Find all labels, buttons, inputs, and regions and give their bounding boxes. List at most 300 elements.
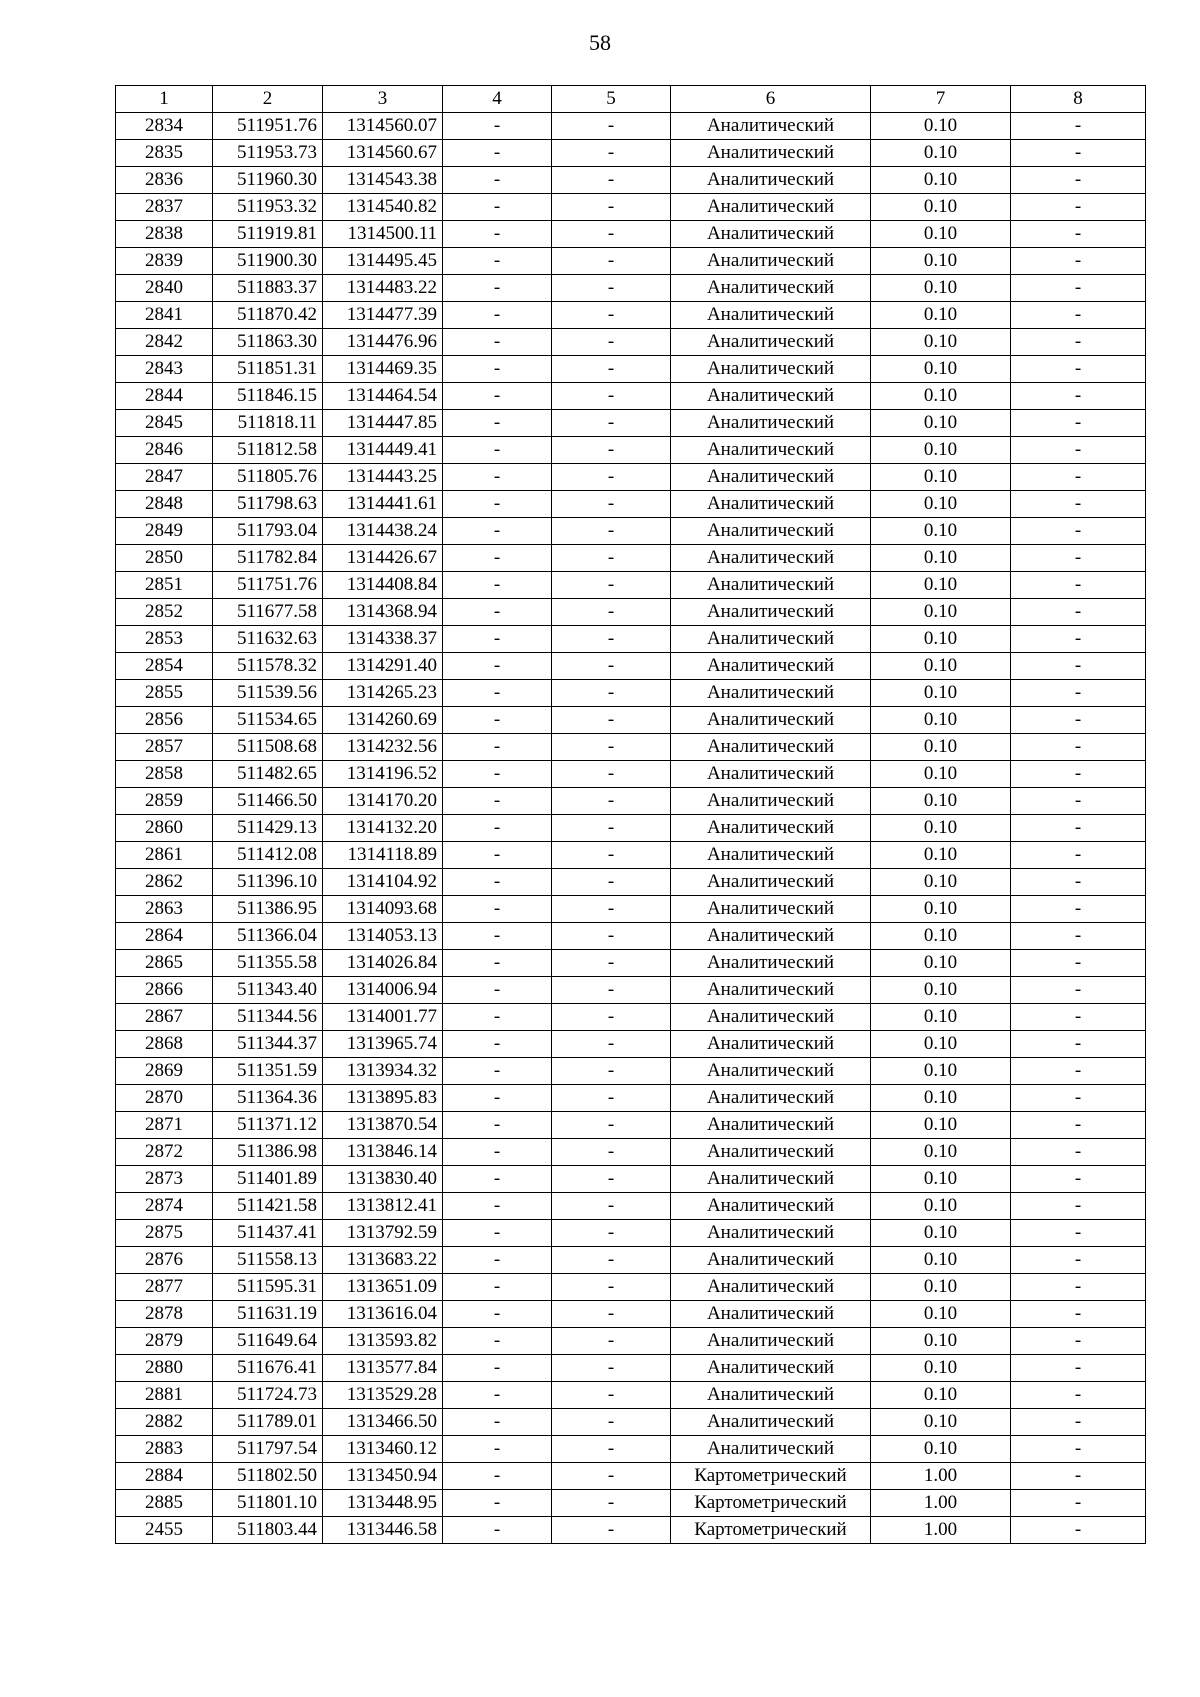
method-cell: Аналитический (671, 1301, 871, 1328)
col-4-cell: - (443, 653, 552, 680)
accuracy-cell: 0.10 (871, 248, 1011, 275)
method-cell: Аналитический (671, 815, 871, 842)
y-coordinate-cell: 1314483.22 (323, 275, 443, 302)
y-coordinate-cell: 1314026.84 (323, 950, 443, 977)
point-number-cell: 2856 (116, 707, 213, 734)
y-coordinate-cell: 1314170.20 (323, 788, 443, 815)
accuracy-cell: 0.10 (871, 437, 1011, 464)
method-cell: Аналитический (671, 1355, 871, 1382)
header-col-4: 4 (443, 86, 552, 113)
accuracy-cell: 0.10 (871, 842, 1011, 869)
col-4-cell: - (443, 680, 552, 707)
table-row (116, 464, 1146, 491)
point-number-cell: 2867 (116, 1004, 213, 1031)
header-col-6: 6 (671, 86, 871, 113)
accuracy-cell: 0.10 (871, 1166, 1011, 1193)
col-8-cell: - (1011, 950, 1146, 977)
col-8-cell: - (1011, 383, 1146, 410)
col-5-cell: - (552, 356, 671, 383)
col-4-cell: - (443, 869, 552, 896)
col-8-cell: - (1011, 1031, 1146, 1058)
y-coordinate-cell: 1314006.94 (323, 977, 443, 1004)
point-number-cell: 2862 (116, 869, 213, 896)
y-coordinate-cell: 1313870.54 (323, 1112, 443, 1139)
table-row (116, 977, 1146, 1004)
method-cell: Аналитический (671, 383, 871, 410)
x-coordinate-cell: 511632.63 (213, 626, 323, 653)
col-5-cell: - (552, 1328, 671, 1355)
point-number-cell: 2877 (116, 1274, 213, 1301)
point-number-cell: 2851 (116, 572, 213, 599)
table-row (116, 1220, 1146, 1247)
col-4-cell: - (443, 437, 552, 464)
col-5-cell: - (552, 1274, 671, 1301)
col-4-cell: - (443, 302, 552, 329)
y-coordinate-cell: 1314260.69 (323, 707, 443, 734)
col-8-cell: - (1011, 1247, 1146, 1274)
y-coordinate-cell: 1314053.13 (323, 923, 443, 950)
y-coordinate-cell: 1314232.56 (323, 734, 443, 761)
table-row (116, 518, 1146, 545)
accuracy-cell: 0.10 (871, 1409, 1011, 1436)
col-8-cell: - (1011, 518, 1146, 545)
x-coordinate-cell: 511793.04 (213, 518, 323, 545)
method-cell: Аналитический (671, 464, 871, 491)
col-5-cell: - (552, 1463, 671, 1490)
table-row (116, 680, 1146, 707)
method-cell: Аналитический (671, 950, 871, 977)
y-coordinate-cell: 1314476.96 (323, 329, 443, 356)
col-8-cell: - (1011, 410, 1146, 437)
point-number-cell: 2847 (116, 464, 213, 491)
point-number-cell: 2835 (116, 140, 213, 167)
col-5-cell: - (552, 788, 671, 815)
y-coordinate-cell: 1314447.85 (323, 410, 443, 437)
col-8-cell: - (1011, 653, 1146, 680)
accuracy-cell: 0.10 (871, 923, 1011, 950)
method-cell: Аналитический (671, 167, 871, 194)
accuracy-cell: 0.10 (871, 869, 1011, 896)
point-number-cell: 2848 (116, 491, 213, 518)
col-4-cell: - (443, 275, 552, 302)
col-5-cell: - (552, 734, 671, 761)
method-cell: Аналитический (671, 1220, 871, 1247)
point-number-cell: 2881 (116, 1382, 213, 1409)
col-8-cell: - (1011, 1274, 1146, 1301)
accuracy-cell: 0.10 (871, 1328, 1011, 1355)
x-coordinate-cell: 511870.42 (213, 302, 323, 329)
y-coordinate-cell: 1314093.68 (323, 896, 443, 923)
col-4-cell: - (443, 1031, 552, 1058)
x-coordinate-cell: 511482.65 (213, 761, 323, 788)
col-5-cell: - (552, 329, 671, 356)
col-8-cell: - (1011, 1166, 1146, 1193)
col-5-cell: - (552, 1247, 671, 1274)
col-4-cell: - (443, 356, 552, 383)
method-cell: Аналитический (671, 680, 871, 707)
method-cell: Аналитический (671, 896, 871, 923)
point-number-cell: 2839 (116, 248, 213, 275)
y-coordinate-cell: 1313577.84 (323, 1355, 443, 1382)
point-number-cell: 2864 (116, 923, 213, 950)
table-row (116, 1274, 1146, 1301)
col-8-cell: - (1011, 1436, 1146, 1463)
col-4-cell: - (443, 950, 552, 977)
method-cell: Аналитический (671, 518, 871, 545)
y-coordinate-cell: 1314338.37 (323, 626, 443, 653)
table-header-row (116, 86, 1146, 113)
method-cell: Аналитический (671, 1274, 871, 1301)
accuracy-cell: 0.10 (871, 653, 1011, 680)
y-coordinate-cell: 1313466.50 (323, 1409, 443, 1436)
table-row (116, 1085, 1146, 1112)
accuracy-cell: 0.10 (871, 383, 1011, 410)
x-coordinate-cell: 511802.50 (213, 1463, 323, 1490)
x-coordinate-cell: 511429.13 (213, 815, 323, 842)
col-4-cell: - (443, 518, 552, 545)
x-coordinate-cell: 511578.32 (213, 653, 323, 680)
col-8-cell: - (1011, 194, 1146, 221)
col-8-cell: - (1011, 977, 1146, 1004)
accuracy-cell: 0.10 (871, 491, 1011, 518)
table-body (116, 113, 1146, 1544)
point-number-cell: 2873 (116, 1166, 213, 1193)
x-coordinate-cell: 511437.41 (213, 1220, 323, 1247)
header-col-7: 7 (871, 86, 1011, 113)
col-4-cell: - (443, 626, 552, 653)
method-cell: Аналитический (671, 1085, 871, 1112)
y-coordinate-cell: 1313651.09 (323, 1274, 443, 1301)
y-coordinate-cell: 1314560.67 (323, 140, 443, 167)
col-4-cell: - (443, 1004, 552, 1031)
method-cell: Аналитический (671, 707, 871, 734)
y-coordinate-cell: 1313965.74 (323, 1031, 443, 1058)
method-cell: Аналитический (671, 977, 871, 1004)
col-4-cell: - (443, 221, 552, 248)
method-cell: Аналитический (671, 437, 871, 464)
col-8-cell: - (1011, 356, 1146, 383)
col-5-cell: - (552, 1058, 671, 1085)
method-cell: Аналитический (671, 1193, 871, 1220)
accuracy-cell: 1.00 (871, 1463, 1011, 1490)
x-coordinate-cell: 511863.30 (213, 329, 323, 356)
col-8-cell: - (1011, 1220, 1146, 1247)
y-coordinate-cell: 1313446.58 (323, 1517, 443, 1544)
accuracy-cell: 0.10 (871, 1112, 1011, 1139)
col-5-cell: - (552, 167, 671, 194)
method-cell: Аналитический (671, 113, 871, 140)
method-cell: Аналитический (671, 869, 871, 896)
col-4-cell: - (443, 1166, 552, 1193)
col-8-cell: - (1011, 788, 1146, 815)
col-4-cell: - (443, 1139, 552, 1166)
x-coordinate-cell: 511649.64 (213, 1328, 323, 1355)
table-row (116, 1004, 1146, 1031)
method-cell: Аналитический (671, 1166, 871, 1193)
y-coordinate-cell: 1313895.83 (323, 1085, 443, 1112)
col-8-cell: - (1011, 923, 1146, 950)
x-coordinate-cell: 511401.89 (213, 1166, 323, 1193)
y-coordinate-cell: 1313448.95 (323, 1490, 443, 1517)
col-5-cell: - (552, 1220, 671, 1247)
col-4-cell: - (443, 1490, 552, 1517)
table-row (116, 1436, 1146, 1463)
col-5-cell: - (552, 896, 671, 923)
col-8-cell: - (1011, 707, 1146, 734)
point-number-cell: 2868 (116, 1031, 213, 1058)
point-number-cell: 2872 (116, 1139, 213, 1166)
point-number-cell: 2883 (116, 1436, 213, 1463)
col-4-cell: - (443, 1382, 552, 1409)
accuracy-cell: 0.10 (871, 626, 1011, 653)
x-coordinate-cell: 511812.58 (213, 437, 323, 464)
x-coordinate-cell: 511343.40 (213, 977, 323, 1004)
y-coordinate-cell: 1314495.45 (323, 248, 443, 275)
method-cell: Аналитический (671, 1382, 871, 1409)
table-row (116, 1247, 1146, 1274)
col-4-cell: - (443, 1436, 552, 1463)
y-coordinate-cell: 1313450.94 (323, 1463, 443, 1490)
col-5-cell: - (552, 545, 671, 572)
x-coordinate-cell: 511953.73 (213, 140, 323, 167)
col-4-cell: - (443, 707, 552, 734)
table-row (116, 140, 1146, 167)
table-row (116, 437, 1146, 464)
method-cell: Аналитический (671, 653, 871, 680)
point-number-cell: 2863 (116, 896, 213, 923)
col-4-cell: - (443, 815, 552, 842)
col-8-cell: - (1011, 1301, 1146, 1328)
point-number-cell: 2842 (116, 329, 213, 356)
col-4-cell: - (443, 410, 552, 437)
col-5-cell: - (552, 1085, 671, 1112)
x-coordinate-cell: 511846.15 (213, 383, 323, 410)
method-cell: Аналитический (671, 1058, 871, 1085)
col-8-cell: - (1011, 1517, 1146, 1544)
col-8-cell: - (1011, 1355, 1146, 1382)
table-row (116, 1382, 1146, 1409)
table-row (116, 923, 1146, 950)
accuracy-cell: 0.10 (871, 1193, 1011, 1220)
y-coordinate-cell: 1313460.12 (323, 1436, 443, 1463)
x-coordinate-cell: 511919.81 (213, 221, 323, 248)
col-5-cell: - (552, 1193, 671, 1220)
x-coordinate-cell: 511953.32 (213, 194, 323, 221)
method-cell: Картометрический (671, 1463, 871, 1490)
x-coordinate-cell: 511421.58 (213, 1193, 323, 1220)
x-coordinate-cell: 511782.84 (213, 545, 323, 572)
header-col-8: 8 (1011, 86, 1146, 113)
col-5-cell: - (552, 842, 671, 869)
col-4-cell: - (443, 977, 552, 1004)
x-coordinate-cell: 511805.76 (213, 464, 323, 491)
x-coordinate-cell: 511508.68 (213, 734, 323, 761)
point-number-cell: 2870 (116, 1085, 213, 1112)
col-5-cell: - (552, 869, 671, 896)
method-cell: Аналитический (671, 140, 871, 167)
x-coordinate-cell: 511466.50 (213, 788, 323, 815)
point-number-cell: 2843 (116, 356, 213, 383)
y-coordinate-cell: 1314104.92 (323, 869, 443, 896)
accuracy-cell: 0.10 (871, 1247, 1011, 1274)
col-5-cell: - (552, 1004, 671, 1031)
col-4-cell: - (443, 491, 552, 518)
point-number-cell: 2840 (116, 275, 213, 302)
col-4-cell: - (443, 1274, 552, 1301)
method-cell: Аналитический (671, 1409, 871, 1436)
y-coordinate-cell: 1314469.35 (323, 356, 443, 383)
y-coordinate-cell: 1314500.11 (323, 221, 443, 248)
point-number-cell: 2869 (116, 1058, 213, 1085)
col-5-cell: - (552, 383, 671, 410)
col-4-cell: - (443, 896, 552, 923)
col-8-cell: - (1011, 329, 1146, 356)
table-row (116, 545, 1146, 572)
y-coordinate-cell: 1314196.52 (323, 761, 443, 788)
col-8-cell: - (1011, 842, 1146, 869)
method-cell: Аналитический (671, 302, 871, 329)
accuracy-cell: 0.10 (871, 1355, 1011, 1382)
col-5-cell: - (552, 248, 671, 275)
accuracy-cell: 0.10 (871, 896, 1011, 923)
point-number-cell: 2861 (116, 842, 213, 869)
col-5-cell: - (552, 1166, 671, 1193)
table-row (116, 788, 1146, 815)
table-row (116, 113, 1146, 140)
point-number-cell: 2857 (116, 734, 213, 761)
table-row (116, 221, 1146, 248)
col-4-cell: - (443, 329, 552, 356)
x-coordinate-cell: 511539.56 (213, 680, 323, 707)
table-row (116, 734, 1146, 761)
accuracy-cell: 0.10 (871, 707, 1011, 734)
col-5-cell: - (552, 1490, 671, 1517)
x-coordinate-cell: 511631.19 (213, 1301, 323, 1328)
table-row (116, 842, 1146, 869)
col-5-cell: - (552, 302, 671, 329)
method-cell: Аналитический (671, 410, 871, 437)
y-coordinate-cell: 1314265.23 (323, 680, 443, 707)
table-row (116, 1031, 1146, 1058)
col-4-cell: - (443, 842, 552, 869)
col-8-cell: - (1011, 437, 1146, 464)
y-coordinate-cell: 1313934.32 (323, 1058, 443, 1085)
table-row (116, 1490, 1146, 1517)
accuracy-cell: 0.10 (871, 1220, 1011, 1247)
table-row (116, 869, 1146, 896)
point-number-cell: 2871 (116, 1112, 213, 1139)
col-8-cell: - (1011, 734, 1146, 761)
col-5-cell: - (552, 410, 671, 437)
col-5-cell: - (552, 437, 671, 464)
x-coordinate-cell: 511751.76 (213, 572, 323, 599)
col-5-cell: - (552, 626, 671, 653)
col-4-cell: - (443, 1247, 552, 1274)
y-coordinate-cell: 1314449.41 (323, 437, 443, 464)
table-row (116, 896, 1146, 923)
col-8-cell: - (1011, 491, 1146, 518)
accuracy-cell: 1.00 (871, 1517, 1011, 1544)
col-8-cell: - (1011, 1085, 1146, 1112)
point-number-cell: 2879 (116, 1328, 213, 1355)
y-coordinate-cell: 1314443.25 (323, 464, 443, 491)
table-row (116, 1463, 1146, 1490)
method-cell: Аналитический (671, 1031, 871, 1058)
accuracy-cell: 0.10 (871, 1382, 1011, 1409)
y-coordinate-cell: 1314540.82 (323, 194, 443, 221)
col-4-cell: - (443, 194, 552, 221)
col-5-cell: - (552, 1031, 671, 1058)
col-4-cell: - (443, 1328, 552, 1355)
col-5-cell: - (552, 1355, 671, 1382)
col-8-cell: - (1011, 140, 1146, 167)
table-row (116, 1409, 1146, 1436)
col-5-cell: - (552, 491, 671, 518)
accuracy-cell: 0.10 (871, 1085, 1011, 1112)
col-5-cell: - (552, 977, 671, 1004)
table-row (116, 599, 1146, 626)
col-4-cell: - (443, 599, 552, 626)
col-4-cell: - (443, 167, 552, 194)
point-number-cell: 2865 (116, 950, 213, 977)
point-number-cell: 2876 (116, 1247, 213, 1274)
table-row (116, 572, 1146, 599)
col-8-cell: - (1011, 167, 1146, 194)
method-cell: Аналитический (671, 1139, 871, 1166)
accuracy-cell: 0.10 (871, 788, 1011, 815)
accuracy-cell: 0.10 (871, 680, 1011, 707)
col-8-cell: - (1011, 221, 1146, 248)
col-5-cell: - (552, 1139, 671, 1166)
page-number: 58 (589, 30, 611, 55)
x-coordinate-cell: 511960.30 (213, 167, 323, 194)
x-coordinate-cell: 511534.65 (213, 707, 323, 734)
col-5-cell: - (552, 1409, 671, 1436)
accuracy-cell: 0.10 (871, 194, 1011, 221)
col-5-cell: - (552, 707, 671, 734)
table-row (116, 1328, 1146, 1355)
x-coordinate-cell: 511851.31 (213, 356, 323, 383)
col-8-cell: - (1011, 1058, 1146, 1085)
col-5-cell: - (552, 1436, 671, 1463)
y-coordinate-cell: 1314477.39 (323, 302, 443, 329)
accuracy-cell: 0.10 (871, 1301, 1011, 1328)
col-8-cell: - (1011, 1409, 1146, 1436)
method-cell: Аналитический (671, 329, 871, 356)
y-coordinate-cell: 1313593.82 (323, 1328, 443, 1355)
point-number-cell: 2884 (116, 1463, 213, 1490)
x-coordinate-cell: 511951.76 (213, 113, 323, 140)
header-col-1: 1 (116, 86, 213, 113)
point-number-cell: 2853 (116, 626, 213, 653)
x-coordinate-cell: 511595.31 (213, 1274, 323, 1301)
method-cell: Аналитический (671, 734, 871, 761)
point-number-cell: 2874 (116, 1193, 213, 1220)
col-4-cell: - (443, 1301, 552, 1328)
col-4-cell: - (443, 140, 552, 167)
table-row (116, 1139, 1146, 1166)
y-coordinate-cell: 1314118.89 (323, 842, 443, 869)
accuracy-cell: 0.10 (871, 1436, 1011, 1463)
x-coordinate-cell: 511344.37 (213, 1031, 323, 1058)
col-8-cell: - (1011, 626, 1146, 653)
point-number-cell: 2866 (116, 977, 213, 1004)
accuracy-cell: 0.10 (871, 356, 1011, 383)
y-coordinate-cell: 1314291.40 (323, 653, 443, 680)
table-row (116, 275, 1146, 302)
col-4-cell: - (443, 113, 552, 140)
accuracy-cell: 0.10 (871, 167, 1011, 194)
